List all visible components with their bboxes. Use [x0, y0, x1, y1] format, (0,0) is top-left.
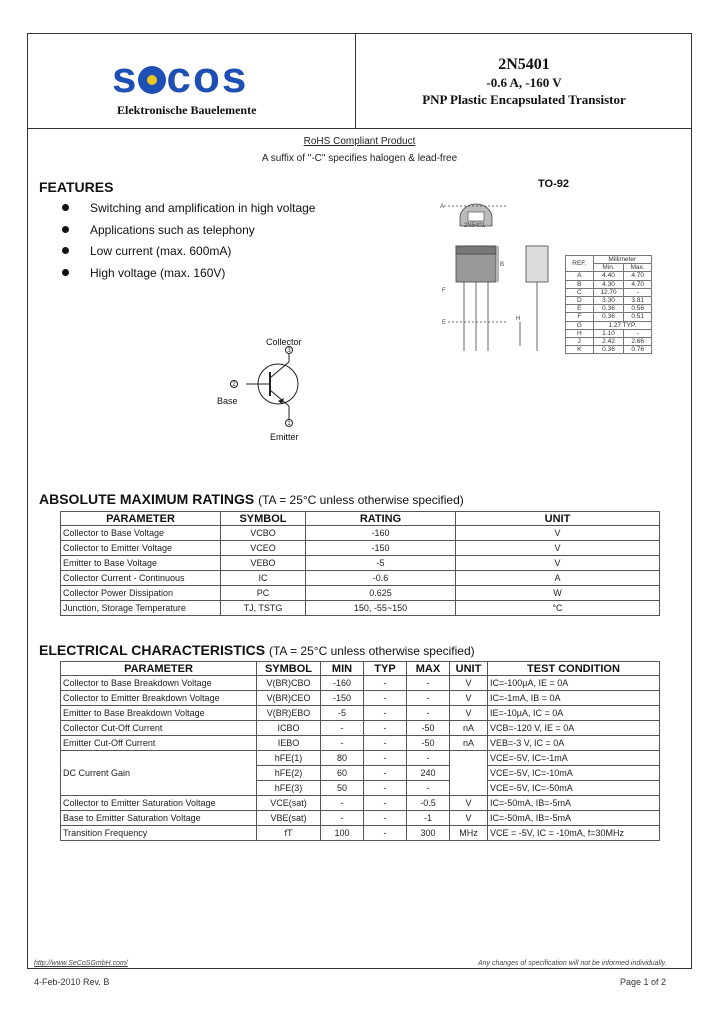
cell: - [407, 781, 450, 796]
collector-label: Collector [266, 337, 302, 347]
col-header: PARAMETER [61, 662, 257, 676]
dim-cell: 4.40 [593, 272, 624, 280]
cell: - [364, 826, 407, 841]
table-row [61, 751, 660, 766]
dim-cell: J [566, 337, 594, 345]
cell: V [456, 541, 660, 556]
cell: IC [221, 571, 306, 586]
transistor-symbol-icon [210, 335, 320, 445]
table-row [566, 313, 652, 321]
dim-cell: 3.30 [593, 296, 624, 304]
cell: V [450, 691, 488, 706]
feature-item: Switching and amplification in high voltage [62, 201, 315, 223]
cell: - [364, 781, 407, 796]
cell: 300 [407, 826, 450, 841]
cell: - [321, 736, 364, 751]
cell: °C [456, 601, 660, 616]
svg-text:A: A [440, 204, 445, 210]
part-description: PNP Plastic Encapsulated Transistor [422, 92, 626, 107]
table-row [566, 288, 652, 296]
cell: 240 [407, 766, 450, 781]
cell: MHz [450, 826, 488, 841]
dim-cell: - [624, 288, 652, 296]
col-header: MAX [407, 662, 450, 676]
dim-cell: 1.27 TYP. [593, 321, 651, 329]
cell: VEBO [221, 556, 306, 571]
cell: 50 [321, 781, 364, 796]
table-row [61, 676, 660, 691]
feature-item: Applications such as telephony [62, 223, 315, 245]
cell [450, 751, 488, 796]
cell: Emitter to Base Breakdown Voltage [61, 706, 257, 721]
footer-url-link[interactable]: http://www.SeCoSGmbH.com/ [34, 960, 128, 967]
cell: PC [221, 586, 306, 601]
cell: - [407, 706, 450, 721]
cell: Base to Emitter Saturation Voltage [61, 811, 257, 826]
cell: - [364, 691, 407, 706]
col-header: SYMBOL [221, 512, 306, 526]
cell: V [456, 556, 660, 571]
features-title: FEATURES [39, 179, 114, 195]
abs-max-condition: (TA = 25°C unless otherwise specified) [258, 493, 464, 507]
cell: Emitter to Base Voltage [61, 556, 221, 571]
dim-cell: 3.81 [624, 296, 652, 304]
cell: -5 [321, 706, 364, 721]
dim-cell: K [566, 346, 594, 354]
cell: Collector Current - Continuous [61, 571, 221, 586]
cell: VCE=-5V, IC=-50mA [488, 781, 660, 796]
cell: VCB=-120 V, IE = 0A [488, 721, 660, 736]
base-label: Base [217, 396, 238, 406]
table-row [61, 586, 660, 601]
svg-text:H: H [516, 316, 521, 322]
cell: V(BR)EBO [257, 706, 321, 721]
svg-text:B: B [500, 262, 505, 268]
cell: -0.5 [407, 796, 450, 811]
svg-text:2N5401: 2N5401 [464, 223, 486, 229]
cell: Emitter Cut-Off Current [61, 736, 257, 751]
table-row [61, 826, 660, 841]
dim-cell: 0.36 [593, 346, 624, 354]
cell: - [407, 676, 450, 691]
table-row [61, 556, 660, 571]
col-header: MIN [321, 662, 364, 676]
col-header: UNIT [450, 662, 488, 676]
table-row [566, 329, 652, 337]
header-divider [27, 128, 692, 129]
table-row [61, 796, 660, 811]
table-row [566, 321, 652, 329]
cell: Collector Cut-Off Current [61, 721, 257, 736]
col-header: UNIT [456, 512, 660, 526]
pin1-label: 1 [287, 421, 291, 427]
cell: VCEO [221, 541, 306, 556]
cell: - [364, 736, 407, 751]
cell: - [364, 676, 407, 691]
revision-date: 4-Feb-2010 Rev. B [34, 977, 110, 987]
cell: ICBO [257, 721, 321, 736]
cell: -150 [321, 691, 364, 706]
cell: -5 [306, 556, 456, 571]
cell: Collector to Base Breakdown Voltage [61, 676, 257, 691]
package-title: TO-92 [538, 178, 569, 190]
cell: - [407, 751, 450, 766]
cell: Transition Frequency [61, 826, 257, 841]
cell: Collector to Emitter Voltage [61, 541, 221, 556]
pin3-label: 3 [287, 348, 291, 354]
cell: TJ, TSTG [221, 601, 306, 616]
dim-cell: 2.66 [624, 337, 652, 345]
cell: W [456, 586, 660, 601]
dim-cell: 0.36 [593, 305, 624, 313]
col-header: TEST CONDITION [488, 662, 660, 676]
elec-title [39, 642, 475, 658]
dim-cell: D [566, 296, 594, 304]
col-header: SYMBOL [257, 662, 321, 676]
cell: -160 [306, 526, 456, 541]
cell: hFE(1) [257, 751, 321, 766]
table-row [566, 272, 652, 280]
cell: V [450, 796, 488, 811]
dim-cell: 12.70 [593, 288, 624, 296]
table-row [566, 346, 652, 354]
dim-cell: F [566, 313, 594, 321]
dim-cell: 4.70 [624, 280, 652, 288]
logo-subtitle: Elektronische Bauelemente [117, 103, 257, 117]
cell: 150, -55~150 [306, 601, 456, 616]
abs-max-heading: ABSOLUTE MAXIMUM RATINGS [39, 491, 255, 507]
dim-cell: 4.30 [593, 280, 624, 288]
cell: -160 [321, 676, 364, 691]
cell: VCE=-5V, IC=-1mA [488, 751, 660, 766]
cell: - [364, 706, 407, 721]
cell: - [407, 691, 450, 706]
dim-cell: 1.10 [593, 329, 624, 337]
cell: IE=-10µA, IC = 0A [488, 706, 660, 721]
cell: VCE(sat) [257, 796, 321, 811]
col-header: PARAMETER [61, 512, 221, 526]
cell: - [364, 721, 407, 736]
cell: -0.6 [306, 571, 456, 586]
cell: V(BR)CEO [257, 691, 321, 706]
cell: IEBO [257, 736, 321, 751]
dim-cell: B [566, 280, 594, 288]
company-logo: s cos [112, 53, 249, 102]
cell: 100 [321, 826, 364, 841]
features-list [62, 201, 315, 287]
logo-dot-icon [138, 66, 166, 94]
dim-cell: 4.70 [624, 272, 652, 280]
cell: -1 [407, 811, 450, 826]
abs-max-table [60, 511, 660, 616]
cell: -150 [306, 541, 456, 556]
cell: 80 [321, 751, 364, 766]
dim-min-header: Min. [593, 264, 624, 272]
cell: V(BR)CBO [257, 676, 321, 691]
cell: Junction, Storage Temperature [61, 601, 221, 616]
table-row [566, 305, 652, 313]
cell: V [450, 811, 488, 826]
cell: 60 [321, 766, 364, 781]
dim-cell: 0.56 [624, 305, 652, 313]
cell: Collector to Emitter Breakdown Voltage [61, 691, 257, 706]
cell: -50 [407, 736, 450, 751]
col-header: RATING [306, 512, 456, 526]
cell: V [456, 526, 660, 541]
table-row [61, 706, 660, 721]
table-row [61, 571, 660, 586]
dim-cell: 0.51 [624, 313, 652, 321]
feature-item: Low current (max. 600mA) [62, 244, 315, 266]
page-number: Page 1 of 2 [620, 977, 667, 987]
cell: VCBO [221, 526, 306, 541]
cell: - [321, 796, 364, 811]
svg-text:E: E [442, 320, 447, 326]
table-row [61, 691, 660, 706]
cell: V [450, 676, 488, 691]
dim-cell: E [566, 305, 594, 313]
abs-max-title [39, 491, 464, 507]
cell: IC=-50mA, IB=-5mA [488, 796, 660, 811]
cell: hFE(3) [257, 781, 321, 796]
dim-cell: 2.42 [593, 337, 624, 345]
dim-max-header: Max. [624, 264, 652, 272]
cell: 0.625 [306, 586, 456, 601]
cell: IC=-100µA, IE = 0A [488, 676, 660, 691]
table-row [61, 811, 660, 826]
cell: VBE(sat) [257, 811, 321, 826]
package-outline-drawing [436, 196, 566, 356]
dim-cell: - [624, 329, 652, 337]
dim-cell: C [566, 288, 594, 296]
cell: - [364, 751, 407, 766]
cell: -50 [407, 721, 450, 736]
pin2-label: 2 [232, 382, 236, 388]
cell: IC=-50mA, IB=-5mA [488, 811, 660, 826]
cell: - [321, 721, 364, 736]
cell: hFE(2) [257, 766, 321, 781]
svg-text:F: F [442, 288, 446, 294]
feature-item: High voltage (max. 160V) [62, 266, 315, 288]
dim-ref-header: REF. [566, 256, 594, 272]
dim-cell: G [566, 321, 594, 329]
cell: VEB=-3 V, IC = 0A [488, 736, 660, 751]
table-row [61, 601, 660, 616]
cell: IC=-1mA, IB = 0A [488, 691, 660, 706]
package-dimension-table [565, 255, 652, 354]
cell: - [321, 811, 364, 826]
table-row [566, 296, 652, 304]
cell: V [450, 706, 488, 721]
dim-cell: H [566, 329, 594, 337]
dim-mm-header: Millimeter [593, 256, 651, 264]
cell: VCE=-5V, IC=-10mA [488, 766, 660, 781]
elec-condition: (TA = 25°C unless otherwise specified) [268, 644, 475, 658]
emitter-label: Emitter [270, 432, 299, 442]
elec-heading: ELECTRICAL CHARACTERISTICS [39, 642, 266, 658]
table-row [566, 337, 652, 345]
suffix-note: A suffix of "-C" specifies halogen & lead-free [261, 153, 458, 164]
cell: - [364, 796, 407, 811]
part-spec: -0.6 A, -160 V [486, 75, 562, 90]
cell: - [364, 811, 407, 826]
dim-cell: A [566, 272, 594, 280]
header-part-info [356, 56, 692, 108]
table-row [61, 721, 660, 736]
cell: Collector to Emitter Saturation Voltage [61, 796, 257, 811]
dim-cell: 0.76 [624, 346, 652, 354]
cell: DC Current Gain [61, 751, 257, 796]
footer-notice: Any changes of specification will not be informed individually. [478, 960, 667, 967]
cell: A [456, 571, 660, 586]
cell: fT [257, 826, 321, 841]
table-row [61, 736, 660, 751]
compliance-notes [27, 133, 692, 167]
cell: nA [450, 736, 488, 751]
rohs-note: RoHS Compliant Product [303, 136, 416, 147]
cell: VCE = -5V, IC = -10mA, f=30MHz [488, 826, 660, 841]
table-row [61, 526, 660, 541]
elec-table [60, 661, 660, 841]
cell: Collector to Base Voltage [61, 526, 221, 541]
cell: - [364, 766, 407, 781]
dim-cell: 0.36 [593, 313, 624, 321]
table-row [566, 280, 652, 288]
cell: nA [450, 721, 488, 736]
table-row [61, 541, 660, 556]
col-header: TYP [364, 662, 407, 676]
cell: Collector Power Dissipation [61, 586, 221, 601]
part-number: 2N5401 [498, 56, 550, 73]
